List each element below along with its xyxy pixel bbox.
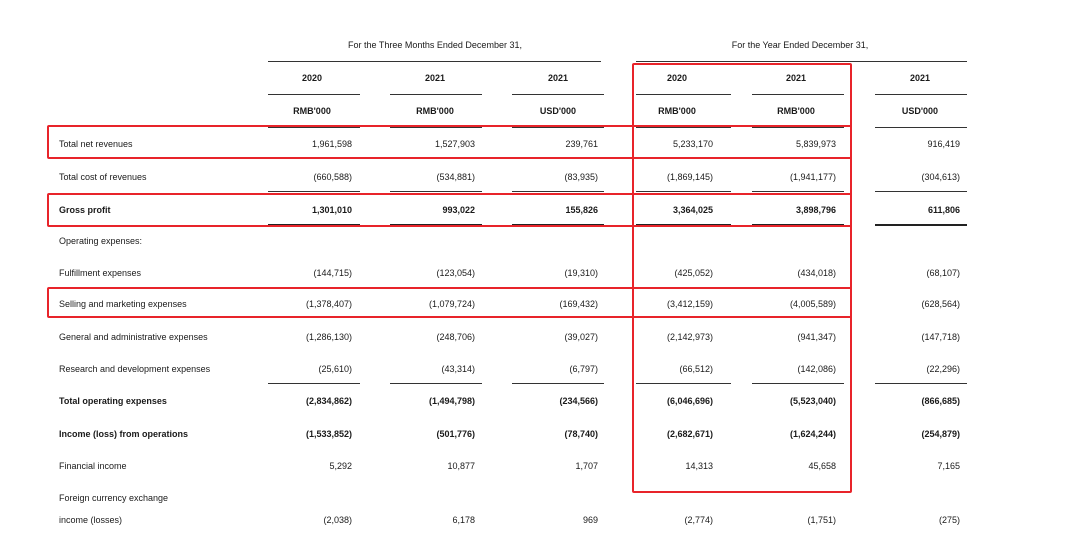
cell-value: (2,142,973) [666,332,713,342]
cell-value: 155,826 [565,205,598,215]
cell-value: (628,564) [921,299,960,309]
year-rule-2 [390,94,482,95]
subtotal-rule-3 [512,191,604,192]
cell-value: (78,740) [564,429,598,439]
col-year-4: 2020 [666,73,688,83]
row-label: Gross profit [59,205,111,215]
row-label: General and administrative expenses [59,332,208,342]
row-label: Total cost of revenues [59,172,147,182]
cell-value: 1,707 [575,461,598,471]
row-label: Total operating expenses [59,396,167,406]
row-label: Operating expenses: [59,236,143,246]
subtotal-rule-6 [875,191,967,192]
highlight-box-net-revenues [47,125,852,159]
subtotal-rule-2 [390,383,482,384]
row-label: Financial income [59,461,127,471]
cell-value: 993,022 [442,205,475,215]
group-rule-left [268,61,601,62]
cell-value: (2,774) [684,515,713,525]
cell-value: 611,806 [927,205,960,215]
highlight-box-selling-marketing [47,287,852,318]
cell-value: (66,512) [679,364,713,374]
cell-value: (1,941,177) [789,172,836,182]
cell-value: (234,566) [559,396,598,406]
col-unit-3: USD'000 [539,106,577,116]
col-unit-1: RMB'000 [293,106,331,116]
cell-value: (248,706) [436,332,475,342]
col-year-1: 2020 [301,73,323,83]
cell-value: (142,086) [797,364,836,374]
cell-value: 969 [582,515,598,525]
cell-value: (501,776) [436,429,475,439]
col-year-6: 2021 [909,73,931,83]
group-rule-right [636,61,967,62]
cell-value: (866,685) [921,396,960,406]
cell-value: (2,682,671) [666,429,713,439]
year-rule-1 [268,94,360,95]
subtotal-rule-6 [875,383,967,384]
col-unit-5: RMB'000 [777,106,815,116]
cell-value: 3,898,796 [795,205,836,215]
unit-rule-6 [875,127,967,128]
cell-value: (254,879) [921,429,960,439]
cell-value: 6,178 [452,515,475,525]
total-rule-6 [875,224,967,226]
cell-value: 7,165 [937,461,960,471]
cell-value: (6,046,696) [666,396,713,406]
cell-value: (39,027) [564,332,598,342]
cell-value: (1,533,852) [305,429,352,439]
cell-value: (3,412,159) [666,299,713,309]
cell-value: (434,018) [797,268,836,278]
col-unit-6: USD'000 [901,106,939,116]
cell-value: (534,881) [436,172,475,182]
col-year-3: 2021 [547,73,569,83]
row-label: Research and development expenses [59,364,211,374]
cell-value: (22,296) [926,364,960,374]
cell-value: (68,107) [926,268,960,278]
cell-value: 239,761 [565,139,598,149]
cell-value: (43,314) [441,364,475,374]
cell-value: 5,292 [329,461,352,471]
row-label: Selling and marketing expenses [59,299,187,309]
cell-value: (941,347) [797,332,836,342]
cell-value: (425,052) [674,268,713,278]
year-rule-3 [512,94,604,95]
cell-value: 3,364,025 [672,205,713,215]
row-label: Fulfillment expenses [59,268,142,278]
col-year-2: 2021 [424,73,446,83]
cell-value: 1,301,010 [311,205,352,215]
cell-value: 14,313 [685,461,713,471]
cell-value: (5,523,040) [789,396,836,406]
row-label: Total net revenues [59,139,133,149]
cell-value: (1,869,145) [666,172,713,182]
cell-value: (4,005,589) [789,299,836,309]
cell-value: (1,751) [807,515,836,525]
cell-value: (304,613) [921,172,960,182]
subtotal-rule-1 [268,383,360,384]
subtotal-rule-3 [512,383,604,384]
cell-value: (2,038) [323,515,352,525]
cell-value: 1,961,598 [311,139,352,149]
cell-value: 45,658 [808,461,836,471]
cell-value: (144,715) [313,268,352,278]
row-label: Income (loss) from operations [59,429,189,439]
cell-value: 5,839,973 [795,139,836,149]
cell-value: (1,378,407) [305,299,352,309]
cell-value: (25,610) [318,364,352,374]
subtotal-rule-1 [268,191,360,192]
cell-value: (275) [938,515,960,525]
cell-value: (2,834,862) [305,396,352,406]
cell-value: 916,419 [927,139,960,149]
cell-value: 1,527,903 [434,139,475,149]
col-year-5: 2021 [785,73,807,83]
subtotal-rule-2 [390,191,482,192]
cell-value: (660,588) [313,172,352,182]
col-unit-4: RMB'000 [658,106,696,116]
group-title-year: For the Year Ended December 31, [731,40,869,50]
cell-value: (147,718) [921,332,960,342]
group-title-three-months: For the Three Months Ended December 31, [348,40,522,50]
cell-value: (6,797) [569,364,598,374]
cell-value: 10,877 [447,461,475,471]
cell-value: (1,494,798) [428,396,475,406]
year-rule-6 [875,94,967,95]
cell-value: (169,432) [559,299,598,309]
cell-value: (83,935) [564,172,598,182]
cell-value: 5,233,170 [672,139,713,149]
row-label: income (losses) [59,515,123,525]
cell-value: (1,286,130) [305,332,352,342]
cell-value: (19,310) [564,268,598,278]
highlight-box-gross-profit [47,193,852,227]
cell-value: (123,054) [436,268,475,278]
cell-value: (1,079,724) [428,299,475,309]
cell-value: (1,624,244) [789,429,836,439]
row-label: Foreign currency exchange [59,493,169,503]
col-unit-2: RMB'000 [416,106,454,116]
